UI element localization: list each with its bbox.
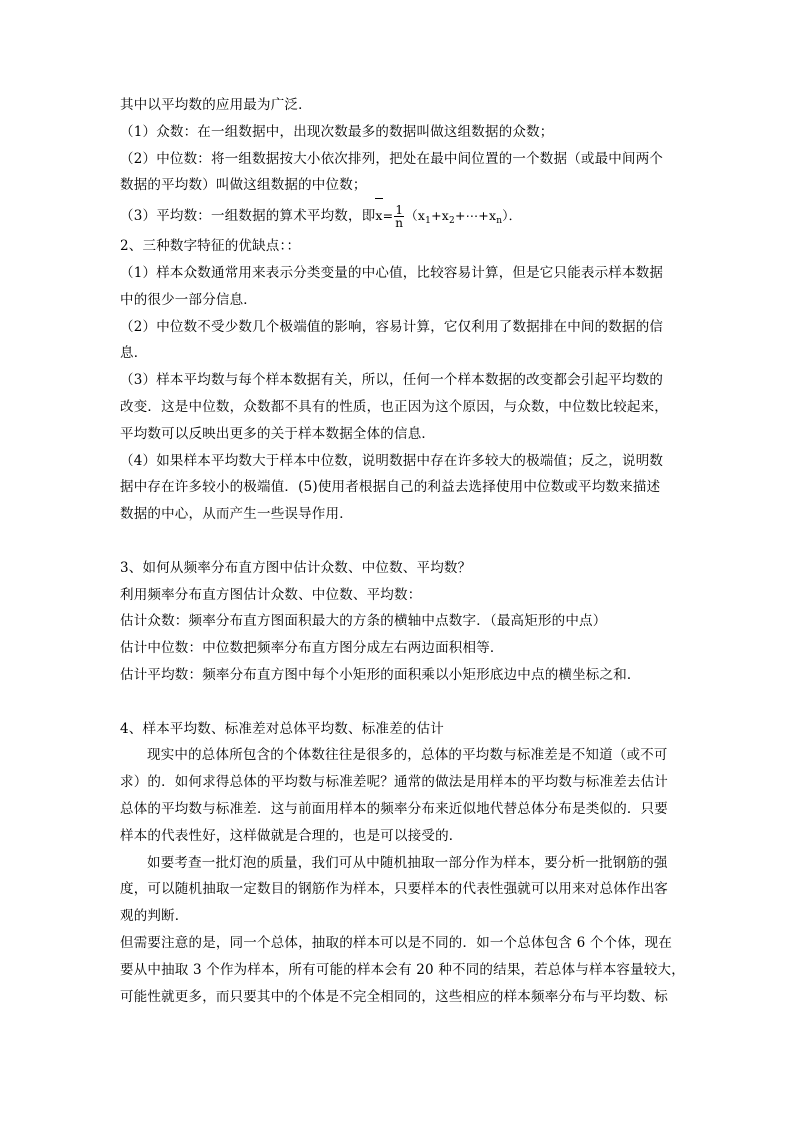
section-heading: 4、样本平均数、标准差对总体平均数、标准差的估计 xyxy=(120,720,444,737)
text-line: （1）样本众数通常用来表示分类变量的中心值，比较容易计算，但是它只能表示样本数据 xyxy=(120,264,664,281)
text-line: 现实中的总体所包含的个体数往往是很多的，总体的平均数与标准差是不知道（或不可 xyxy=(147,747,668,764)
text-line: 其中以平均数的应用最为广泛． xyxy=(120,97,312,113)
text-line: 息． xyxy=(120,345,148,362)
text-line: （3）样本平均数与每个样本数据有关，所以，任何一个样本数据的改变都会引起平均数的 xyxy=(120,372,664,389)
formula-open: （x xyxy=(405,208,426,224)
subscript-2: 2 xyxy=(449,216,455,227)
text-line: 总体的平均数与标准差．这与前面用样本的频率分布来近似地代替总体分布是类似的．只要 xyxy=(120,800,668,817)
fraction-1-over-n xyxy=(394,204,404,229)
formula-eq: = xyxy=(382,208,394,224)
mean-formula-line xyxy=(120,199,680,233)
text-line: （2）中位数不受少数几个极端值的影响，容易计算，它仅利用了数据排在中间的数据的信 xyxy=(120,318,664,335)
fraction-denominator: n xyxy=(395,216,404,231)
text-line: 估计中位数：中位数把频率分布直方图分成左右两边面积相等． xyxy=(120,640,504,657)
subscript-n: n xyxy=(496,216,503,227)
text-line: 据中存在许多较小的极端值．(5)使用者根据自己的利益去选择使用中位数或平均数来描述 xyxy=(120,479,661,496)
text-line: 数据的平均数）叫做这组数据的中位数； xyxy=(120,177,367,194)
text-line: 如要考查一批灯泡的质量，我们可从中随机抽取一部分作为样本，要分析一批钢筋的强 xyxy=(147,854,668,871)
blank-line xyxy=(120,689,680,716)
document-page xyxy=(120,92,685,1010)
mean-formula xyxy=(375,203,522,231)
x-bar: x xyxy=(375,199,382,233)
text-line: （1）众数：在一组数据中，出现次数最多的数据叫做这组数据的众数； xyxy=(120,123,554,140)
text-line: 估计平均数：频率分布直方图中每个小矩形的面积乘以小矩形底边中点的横坐标之和． xyxy=(120,666,641,683)
blank-line xyxy=(120,528,680,555)
text-line: 中的很少一部分信息． xyxy=(120,291,257,308)
text-line: 求）的．如何求得总体的平均数与标准差呢？通常的做法是用样本的平均数与标准差去估计 xyxy=(120,774,668,791)
text-line: （3）平均数：一组数据的算术平均数，即 xyxy=(120,208,376,225)
text-line: （2）中位数：将一组数据按大小依次排列，把处在最中间位置的一个数据（或最中间两个 xyxy=(120,150,664,167)
text-line: 样本的代表性好，这样做就是合理的，也是可以接受的． xyxy=(120,827,463,844)
subscript-1: 1 xyxy=(425,216,432,227)
section-heading: 2、三种数字特征的优缺点：： xyxy=(120,238,301,255)
formula-close: ）． xyxy=(502,208,522,224)
text-line: 平均数可以反映出更多的关于样本数据全体的信息． xyxy=(120,425,436,442)
text-line: 但需要注意的是，同一个总体，抽取的样本可以是不同的．如一个总体包含 6 个个体，现在 xyxy=(120,934,673,951)
text-line: 观的判断． xyxy=(120,908,189,925)
section-heading: 3、如何从频率分布直方图中估计众数、中位数、平均数？ xyxy=(120,559,472,576)
text-line: 估计众数：频率分布直方图面积最大的方条的横轴中点数字．（最高矩形的中点） xyxy=(120,613,607,630)
text-line: 度，可以随机抽取一定数目的钢筋作为样本，只要样本的代表性强就可以用来对总体作出客 xyxy=(120,881,668,898)
text-line: 数据的中心，从而产生一些误导作用． xyxy=(120,506,353,523)
formula-plus: +x xyxy=(431,208,449,224)
formula-ellipsis: +⋯+x xyxy=(454,208,497,224)
text-line: 要从中抽取 3 个作为样本，所有可能的样本会有 20 种不同的结果，若总体与样本容量较大， xyxy=(120,961,685,978)
text-line: 改变．这是中位数，众数都不具有的性质，也正因为这个原因，与众数，中位数比较起来， xyxy=(120,398,668,415)
text-line: 利用频率分布直方图估计众数、中位数、平均数： xyxy=(120,586,422,603)
text-line: （4）如果样本平均数大于样本中位数，说明数据中存在许多较大的极端值；反之，说明数 xyxy=(120,452,664,469)
text-line: 可能性就更多，而只要其中的个体是不完全相同的，这些相应的样本频率分布与平均数、标 xyxy=(120,988,668,1005)
fraction-numerator: 1 xyxy=(395,203,404,218)
